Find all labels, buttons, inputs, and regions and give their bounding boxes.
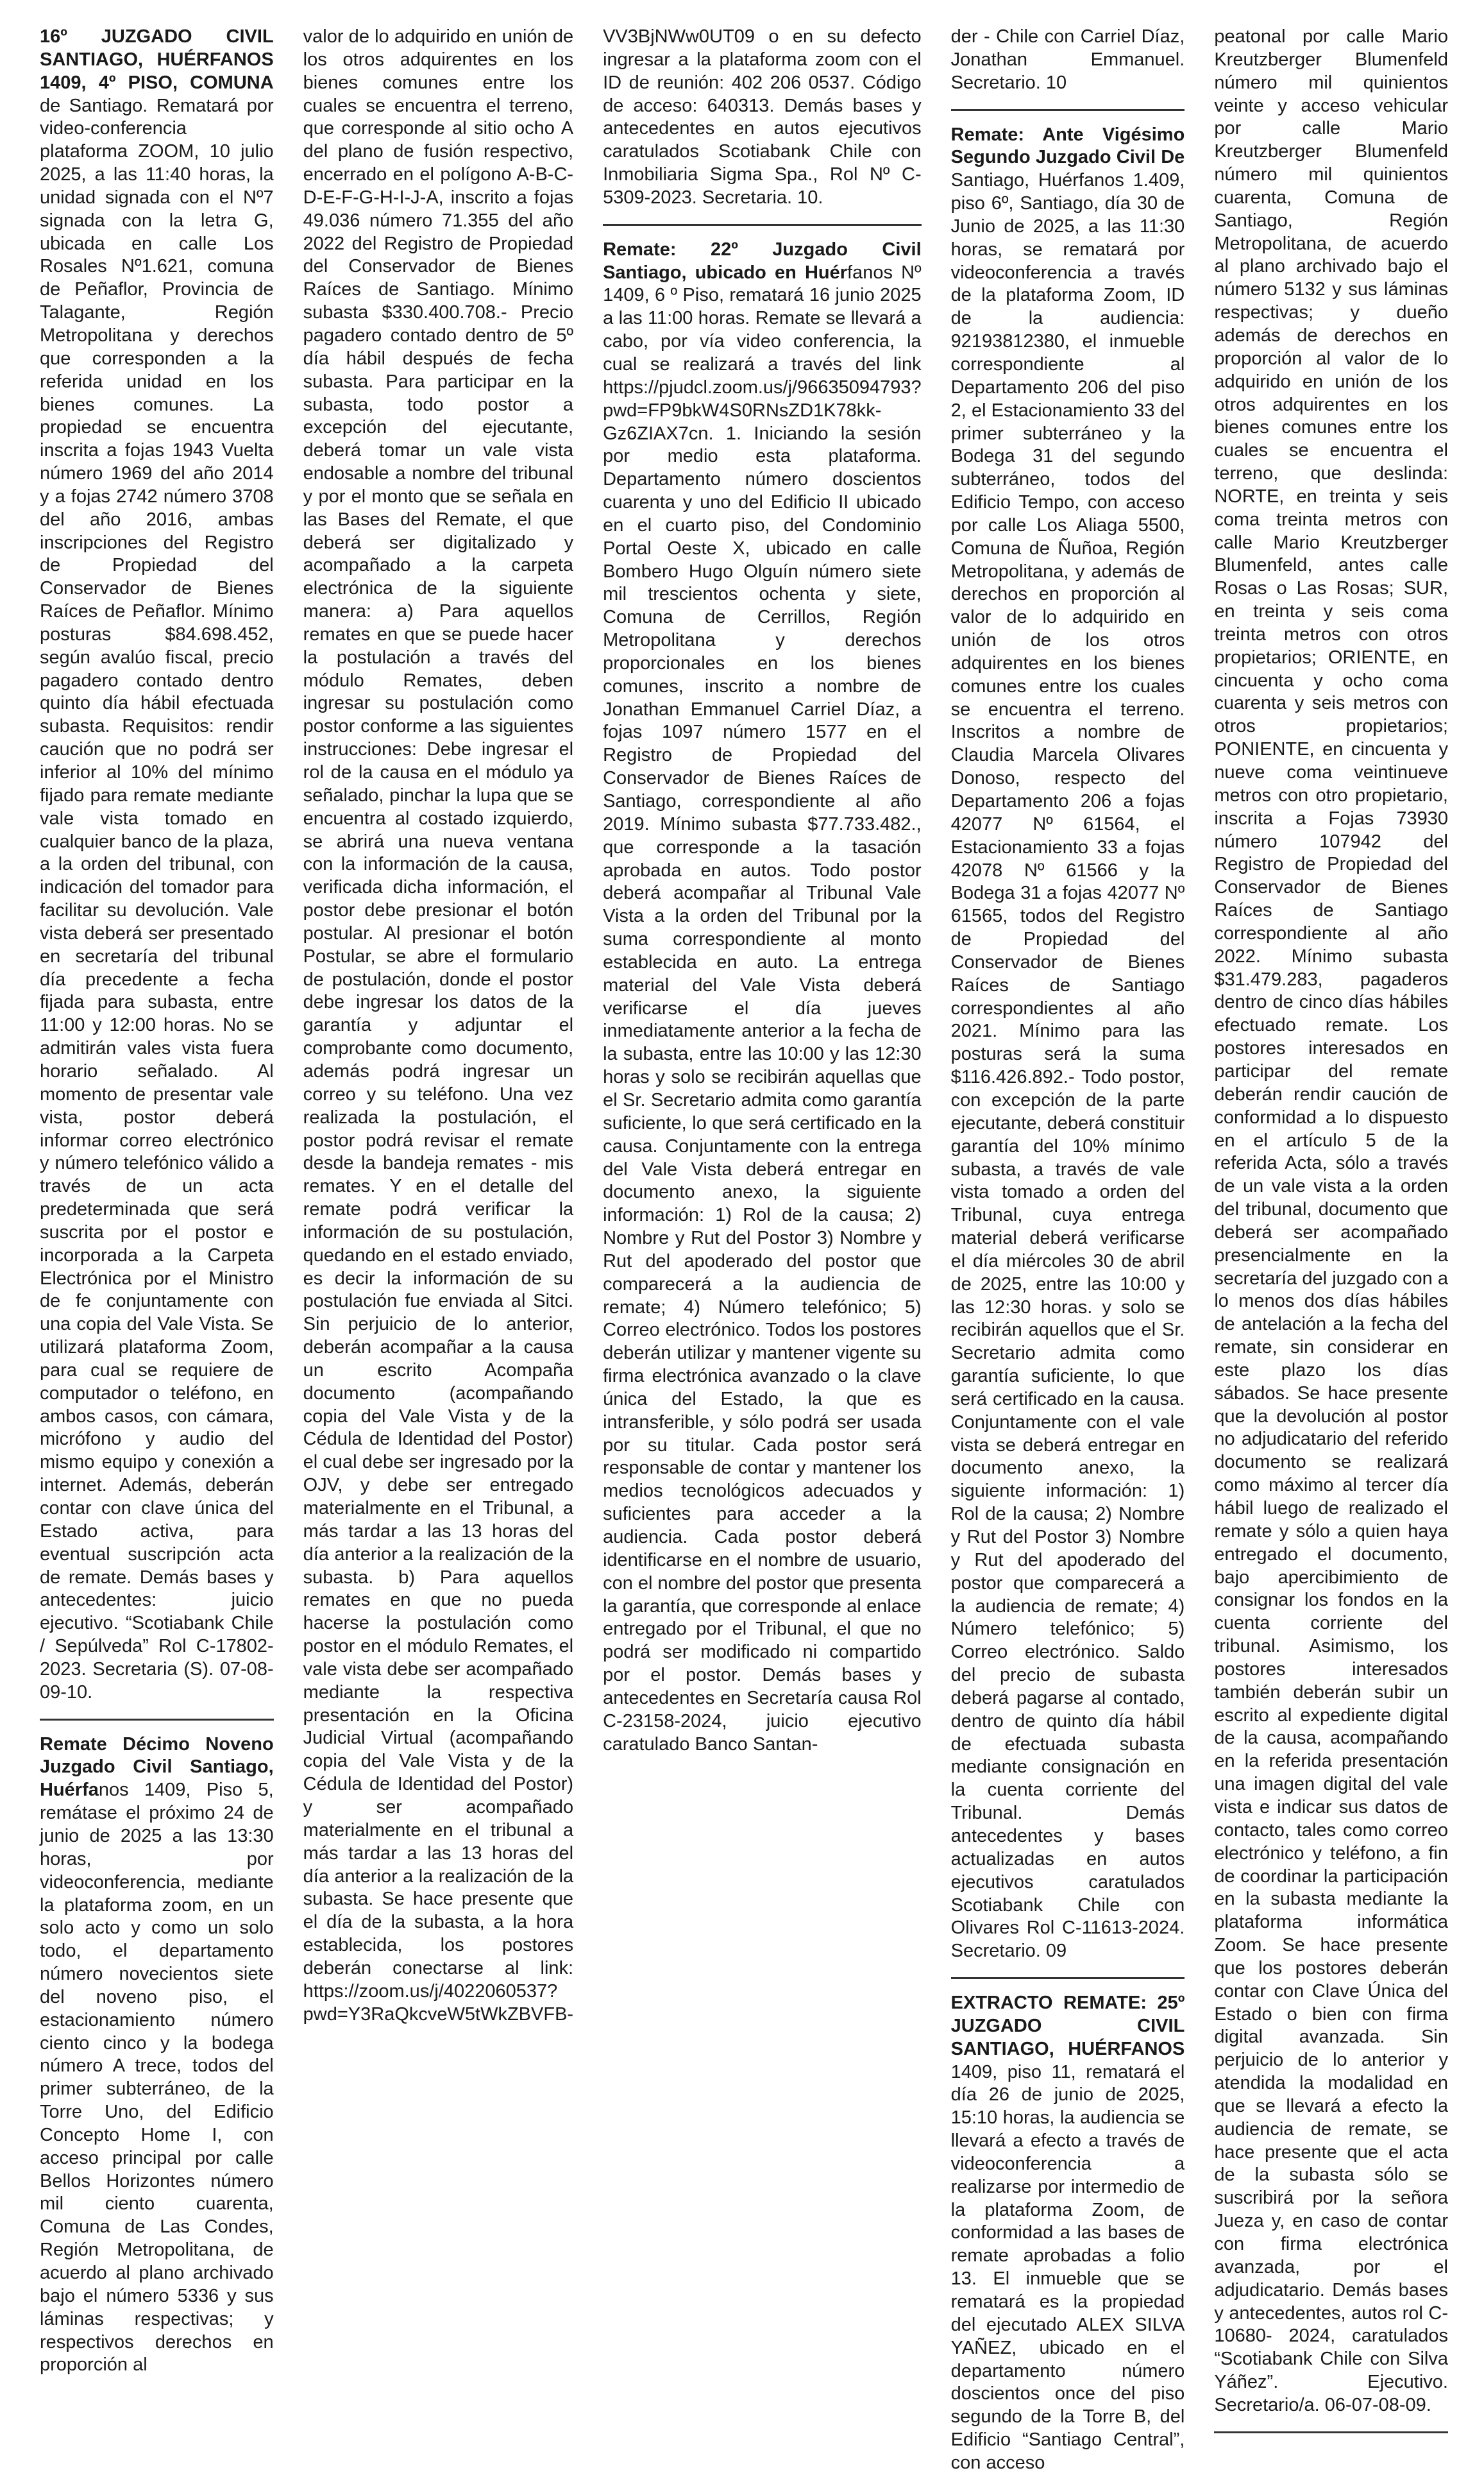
- column-3: [603, 26, 922, 2066]
- notice-25-juzgado-continued: [1214, 26, 1448, 2417]
- notice-divider: [40, 1719, 274, 1721]
- column-5: [1214, 26, 1448, 2415]
- notice-body: der - Chile con Carriel Díaz, Jonathan Emmanuel. Secretario. 10: [950, 26, 1185, 93]
- column-1: [40, 26, 274, 2376]
- notice-heading: 16º JUZGADO CIVIL SANTIAGO, HUÉRFANOS 1409, 4º PISO, COMUNA: [40, 26, 274, 93]
- notice-25-juzgado: [951, 1992, 1185, 2475]
- notice-divider: [951, 1977, 1185, 1979]
- notice-22-juzgado-cerrillos: [603, 239, 922, 1756]
- notice-heading: Remate Décimo Noveno Juzgado Civil Santiago, Huérfa: [40, 1733, 274, 1801]
- column-2: [303, 26, 573, 2066]
- notice-body: 1409, piso 11, rematará el día 26 de junio de 2025, 15:10 horas, la audiencia se llevará a efecto a través de videoconferencia a realizarse por intermedio de la plataforma Zoom, de conformidad a las bases de remate aprobadas a folio 13. El inmueble que se rematará es la propiedad del ejecutado ALEX SILVA YAÑEZ, ubicado en el departamento número doscientos once del piso segundo de la Torre B, del Edificio “Santiago Central”, con acceso: [950, 2061, 1185, 2473]
- notice-19-juzgado-end: [603, 26, 922, 210]
- notice-body: valor de lo adquirido en unión de los otros adquirentes en los bienes comunes entre los cuales se encuentra el terreno, que corresponde al sitio ocho A del plano de fusión respectivo, encerrado en el polígono A-B-C-D-E-F-G-H-I-J-A, inscrito a fojas 49.036 número 71.355 del año 2022 del Registro de Propiedad del Conservador de Bienes Raíces de Santiago. Mínimo subasta $330.400.708.- Precio pagadero contado dentro de 5º día hábil después de fecha subasta. Para participar en la subasta, todo postor a excepción del ejecutante, deberá tomar un vale vista endosable a nombre del tribunal y por el monto que se señala en las Bases del Remate, el que deberá ser digitalizado y acompañado a la carpeta electrónica de la siguiente manera: a) Para aquellos remates en que se puede hacer la postulación a través del módulo Remates, deben ingresar su postulación como postor conforme a las siguientes instrucciones: Debe ingresar el rol de la causa en el módulo ya señalado, pinchar la lupa que se encuentra al costado izquierdo, se abrirá una nueva ventana con la información de la causa, verificada dicha información, el postor debe presionar el botón postular. Al presionar el botón Postular, se abre el formulario de postulación, donde el postor debe ingresar los datos de la garantía y adjuntar el comprobante como documento, además podrá ingresar un correo y su teléfono. Una vez realizada la postulación, el postor podrá revisar el remate desde la bandeja remates - mis remates. Y en el detalle del remate podrá verificar la información de su postulación, quedando en el estado enviado, es decir la información de su postulación fue enviada al Sitci. Sin perjuicio de lo anterior, deberán acompañar a la causa un escrito Acompaña documento (acompañando copia del Vale Vista y de la Cédula de Identidad del Postor) el cual debe ser ingresado por la OJV, y debe ser entregado materialmente en el Tribunal, a más tardar a las 13 horas del día anterior a la realización de la subasta. b) Para aquellos remates en que no pueda hacerse la postulación como postor en el módulo Remates, el vale vista debe ser acompañado mediante la respectiva presentación en la Oficina Judicial Virtual (acompañando copia del Vale Vista y de la Cédula de Identidad del Postor) y ser acompañado materialmente en el tribunal a más tardar a las 13 horas del día anterior a la realización de la subasta. Se hace presente que el día de la subasta, a la hora establecida, los postores deberán conectarse al link: https://zoom.us/j/4022060537?pwd=Y3RaQkcveW5tWkZBVFB-: [303, 26, 574, 2025]
- notice-22-juzgado-nunoa: [951, 124, 1185, 1964]
- notice-body: fanos Nº 1409, 6 º Piso, rematará 16 junio 2025 a las 11:00 horas. Remate se llevará a cabo, por vía video conferencia, la cual se realizará a través del link https://pjudcl.zoom.us/j/96635094793?pwd=FP9bkW4S0RNsZD1K78kk-Gz6ZIAX7cn. 1. Iniciando la sesión por medio esta plataforma. Departamento número doscientos cuarenta y uno del Edificio II ubicado en el cuarto piso, del Condominio Portal Oeste X, ubicado en calle Bombero Hugo Olguín número siete mil trescientos ochenta y siete, Comuna de Cerrillos, Región Metropolitana y derechos proporcionales en los bienes comunes, inscrito a nombre de Jonathan Emmanuel Carriel Díaz, a fojas 1097 número 1577 en el Registro de Propiedad del Conservador de Bienes Raíces de Santiago, correspondiente al año 2019. Mínimo subasta $77.733.482., que corresponde a la tasación aprobada en autos. Todo postor deberá acompañar al Tribunal Vale Vista a la orden del Tribunal por la suma correspondiente al monto establecida en auto. La entrega material del Vale Vista deberá verificarse el día jueves inmediatamente anterior a la fecha de la subasta, entre las 10:00 y las 12:30 horas y solo se recibirán aquellas que el Sr. Secretario admita como garantía suficiente, lo que será certificado en la causa. Conjuntamente con la entrega del Vale Vista deberá entregar en documento anexo, la siguiente información: 1) Rol de la causa; 2) Nombre y Rut del Postor 3) Nombre y Rut del apoderado del postor que comparecerá a la audiencia de remate; 4) Número telefónico; 5) Correo electrónico. Todos los postores deberán utilizar y mantener vigente su firma electrónica avanzado o la clave única del Estado, la que es intransferible, y sólo podrá ser usada por su titular. Cada postor será responsable de contar y mantener los medios tecnológicos adecuados y suficientes para acceder a la audiencia. Cada postor deberá identificarse en el nombre de usuario, con el nombre del postor que presenta la garantía, que corresponde al enlace entregado por el Tribunal, el que no podrá ser modificado ni compartido por el postor. Demás bases y antecedentes en Secretaría causa Rol C-23158-2024, juicio ejecutivo caratulado Banco Santan-: [603, 262, 922, 1755]
- column-4: [950, 26, 1185, 2473]
- notice-16-juzgado: [40, 26, 274, 1705]
- notice-divider: [1214, 2431, 1448, 2433]
- notice-divider: [951, 109, 1185, 111]
- notice-body: peatonal por calle Mario Kreutzberger Blumenfeld número mil quinientos veinte y acceso vehicular por calle Mario Kreutzberger Blumenfeld número mil quinientos cuarenta, Comuna de Santiago, Región Metropolitana, de acuerdo al plano archivado bajo el número 5132 y sus láminas respectivas; y dueño además de derechos en proporción al valor de lo adquirido en unión de los otros adquirentes en los bienes comunes entre los cuales se encuentra el terreno, que deslinda: NORTE, en treinta y seis coma treinta metros con calle Mario Kreutzberger Blumenfeld, antes calle Rosas o Las Rosas; SUR, en treinta y seis coma treinta metros con otros propietarios; ORIENTE, en cincuenta y ocho coma cuarenta y seis metros con otros propietarios; PONIENTE, en cincuenta y nueve coma veintinueve metros con otro propietario, inscrita a Fojas 73930 número 107942 del Registro de Propiedad del Conservador de Bienes Raíces de Santiago correspondiente al año 2022. Mínimo subasta $31.479.283, pagaderos dentro de cinco días hábiles efectuado remate. Los postores interesados en participar del remate deberán rendir caución de conformidad a lo dispuesto en el artículo 5 de la referida Acta, sólo a través de un vale vista a la orden del tribunal, documento que deberá ser acompañado presencialmente en la secretaría del juzgado con a lo menos dos días hábiles de antelación a la fecha del remate, sin considerar en este plazo los días sábados. Se hace presente que la devolución al postor no adjudicatario del referido documento se realizará como máximo al tercer día hábil luego de realizado el remate y sólo a quien haya entregado el documento, bajo apercibimiento de consignar los fondos en la cuenta corriente del tribunal. Asimismo, los postores interesados también deberán subir un escrito al expediente digital de la causa, acompañando en la referida presentación una imagen digital del vale vista e indicar sus datos de contacto, tales como correo electrónico y teléfono, a fin de coordinar la participación en la subasta mediante la plataforma informática Zoom. Se hace presente que los postores deberán contar con Clave Única del Estado o bien con firma digital avanzada. Sin perjuicio de lo anterior y atendida la modalidad en que se llevará a efecto la audiencia de remate, se hace presente que el acta de la subasta sólo se suscribirá por la señora Jueza y, en caso de contar con firma electrónica avanzada, por el adjudicatario. Demás bases y antecedentes, autos rol C-10680- 2024, caratulados “Scotiabank Chile con Silva Yáñez”. Ejecutivo. Secretario/a. 06-07-08-09.: [1214, 26, 1448, 2415]
- notice-body: nos 1409, Piso 5, remátase el próximo 24 de junio de 2025 a las 13:30 horas, por videoconferencia, mediante la plataforma zoom, en un solo acto y como un solo todo, el departamento número novecientos siete del noveno piso, el estacionamiento número ciento cinco y la bodega número A trece, todos del primer subterráneo, de la Torre Uno, del Edificio Concepto Home I, con acceso principal por calle Bellos Horizontes número mil ciento cuarenta, Comuna de Las Condes, Región Metropolitana, de acuerdo al plano archivado bajo el número 5336 y sus láminas respectivas; y respectivos derechos en proporción al: [40, 1780, 274, 2376]
- notice-body: Santiago, Huérfanos 1.409, piso 6º, Santiago, día 30 de Junio de 2025, a las 11:30 horas, se rematará por videoconferencia a través de la plataforma Zoom, ID de la audiencia: 92193812380, el inmueble correspondiente al Departamento 206 del piso 2, el Estacionamiento 33 del primer subterráneo y la Bodega 31 del segundo subterráneo, todos del Edificio Tempo, con acceso por calle Los Aliaga 5500, Comuna de Ñuñoa, Región Metropolitana, y además de derechos en proporción al valor de lo adquirido en unión de los otros adquirentes en los bienes comunes entre los cuales se encuentra el terreno. Inscritos a nombre de Claudia Marcela Olivares Donoso, respecto del Departamento 206 a fojas 42077 Nº 61564, el Estacionamiento 33 a fojas 42078 Nº 61566 y la Bodega 31 a fojas 42077 Nº 61565, todos del Registro de Propiedad del Conservador de Bienes Raíces de Santiago correspondientes al año 2021. Mínimo para las posturas será la suma $116.426.892.- Todo postor, con excepción de la parte ejecutante, deberá constituir garantía del 10% mínimo subasta, a través de vale vista tomado a orden del Tribunal, cuya entrega material deberá verificarse el día miércoles 30 de abril de 2025, entre las 10:00 y las 12:30 horas. y solo se recibirán aquellos que el Sr. Secretario admita como garantía suficiente, lo que será certificado en la causa. Conjuntamente con el vale vista se deberá entregar en documento anexo, la siguiente información: 1) Rol de la causa; 2) Nombre y Rut del Postor 3) Nombre y Rut del apoderado del postor que comparecerá a la audiencia de remate; 4) Número telefónico; 5) Correo electrónico. Saldo del precio de subasta deberá pagarse al contado, dentro de quinto día hábil de efectuada subasta mediante consignación en la cuenta corriente del Tribunal. Demás antecedentes y bases actualizadas en autos ejecutivos caratulados Scotiabank Chile con Olivares Rol C-11613-2024. Secretario. 09: [950, 170, 1185, 1962]
- notice-22-juzgado-cerrillos-end: [951, 26, 1185, 95]
- notice-heading: Remate: Ante Vigésimo Segundo Juzgado Civil De: [950, 124, 1185, 168]
- notice-body: de Santiago. Rematará por video-conferencia plataforma ZOOM, 10 julio 2025, a las 11:40 horas, la unidad signada con el Nº7 signada con la letra G, ubicada en calle Los Rosales Nº1.621, comuna de Peñaflor, Provincia de Talagante, Región Metropolitana y derechos que corresponden a la referida unidad en los bienes comunes. La propiedad se encuentra inscrita a fojas 1943 Vuelta número 1969 del año 2014 y a fojas 2742 número 3708 del año 2016, ambas inscripciones del Registro de Propiedad del Conservador de Bienes Raíces de Peñaflor. Mínimo posturas $84.698.452, según avalúo fiscal, precio pagadero contado dentro quinto día hábil efectuada subasta. Requisitos: rendir caución que no podrá ser inferior al 10% del mínimo fijado para remate mediante vale vista tomado en cualquier banco de la plaza, a la orden del tribunal, con indicación del tomador para facilitar su devolución. Vale vista deberá ser presentado en secretaría del tribunal día precedente a fecha fijada para subasta, entre 11:00 y 12:00 horas. No se admitirán vales vista fuera horario señalado. Al momento de presentar vale vista, postor deberá informar correo electrónico y número telefónico válido a través de un acta predeterminada que será suscrita por el postor e incorporada a la Carpeta Electrónica por el Ministro de fe conjuntamente con una copia del Vale Vista. Se utilizará plataforma Zoom, para cual se requiere de computador o teléfono, en ambos casos, con cámara, micrófono y audio del mismo equipo y conexión a internet. Además, deberán contar con clave única del Estado activa, para eventual suscripción acta de remate. Demás bases y antecedentes: juicio ejecutivo. “Scotiabank Chile / Sepúlveda” Rol C-17802-2023. Secretaria (S). 07-08-09-10.: [40, 95, 274, 1703]
- notice-body: VV3BjNWw0UT09 o en su defecto ingresar a la plataforma zoom con el ID de reunión: 402 206 0537. Código de acceso: 640313. Demás bases y antecedentes en autos ejecutivos caratulados Scotiabank Chile con Inmobiliaria Sigma Spa., Rol Nº C-5309-2023. Secretaria. 10.: [603, 26, 922, 208]
- notice-19-juzgado-continued: [303, 26, 573, 2026]
- notice-19-juzgado: [40, 1733, 274, 2377]
- notice-heading: EXTRACTO REMATE: 25º JUZGADO CIVIL SANTIAGO, HUÉRFANOS: [950, 1993, 1185, 2059]
- notice-divider: [603, 224, 922, 226]
- notice-heading: Remate: 22º Juzgado Civil Santiago, ubicado en Huér: [603, 239, 922, 283]
